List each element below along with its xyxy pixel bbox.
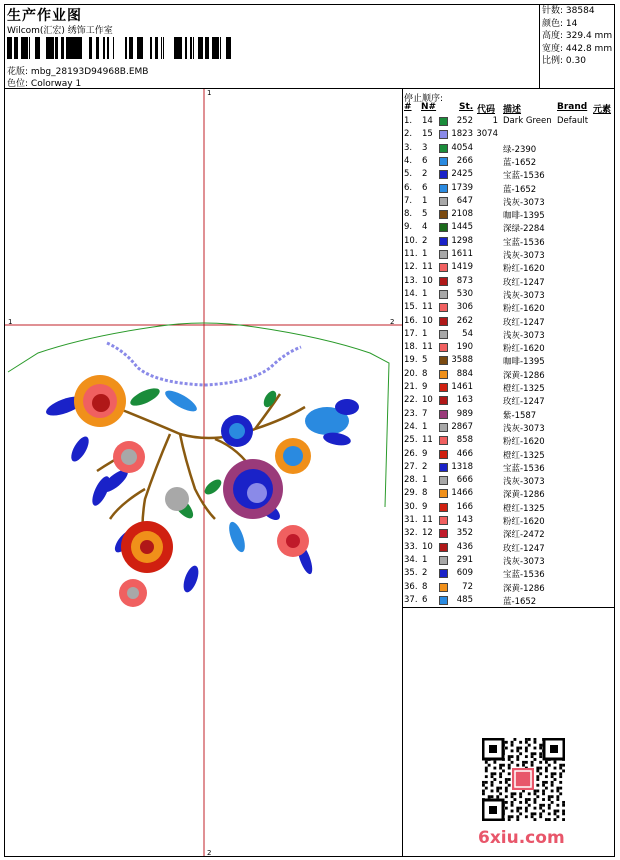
design-file-name: mbg_28193D94968B.EMB: [30, 67, 149, 77]
color-swatch: [439, 569, 448, 578]
color-swatch: [439, 317, 448, 326]
stitch-count: 1445: [451, 222, 473, 233]
color-swatch: [439, 263, 448, 272]
stop-index: 27.: [404, 461, 418, 472]
stop-index: 1.: [404, 116, 413, 126]
needle-number: 8: [422, 581, 428, 592]
needle-number: 4: [422, 222, 428, 233]
stitch-count: 4054: [451, 142, 473, 153]
thread-description: 深黄-1286: [503, 370, 545, 381]
needle-number: 1: [422, 195, 428, 206]
colorway-line: [7, 76, 81, 89]
stats-panel: [542, 5, 612, 68]
color-swatch: [439, 370, 448, 379]
color-swatch: [439, 423, 448, 432]
axis-marker-right: 2: [390, 318, 395, 326]
thread-description: 橙红-1325: [503, 503, 545, 514]
needle-number: 1: [422, 328, 428, 339]
qr-code: [482, 738, 565, 821]
axis-marker-bottom: 2: [207, 849, 212, 857]
stitch-count: 2867: [451, 421, 473, 432]
stitch-count: 1611: [451, 249, 473, 259]
thread-description: 橙红-1325: [503, 384, 545, 394]
stop-index: 28.: [404, 475, 418, 486]
thread-description: 浅灰-3073: [503, 290, 545, 301]
color-swatch: [439, 556, 448, 565]
stitch-count: 306: [456, 302, 473, 313]
company-name: Wilcom(汇宏) 绣饰工作室: [7, 26, 113, 36]
stop-index: 20.: [404, 368, 418, 379]
thread-description: 宝蓝-1536: [503, 237, 545, 248]
stop-index: 35.: [404, 568, 418, 579]
stitch-count: 1318: [451, 461, 473, 472]
axis-marker-top: 1: [207, 89, 212, 97]
thread-description: 粉红-1620: [503, 344, 545, 355]
color-swatch: [439, 476, 448, 485]
stitch-count: 989: [456, 408, 473, 419]
stop-index: 10.: [404, 235, 418, 246]
needle-number: 1: [422, 249, 428, 259]
stitch-count: 436: [456, 541, 473, 552]
stitch-count: 873: [456, 275, 473, 286]
thread-description: 宝蓝-1536: [503, 171, 545, 182]
axis-marker-left: 1: [8, 318, 13, 326]
color-swatch: [439, 157, 448, 166]
color-swatch: [439, 516, 448, 525]
needle-number: 11: [422, 302, 433, 313]
embroidery-design-preview: [5, 89, 402, 856]
stitch-count: 54: [462, 328, 473, 339]
stop-index: 24.: [404, 421, 418, 432]
needle-number: 1: [422, 288, 428, 299]
stitch-count: 1739: [451, 182, 473, 193]
needle-number: 6: [422, 182, 428, 193]
needle-number: 10: [422, 541, 433, 552]
col-element: 元素: [593, 105, 612, 115]
needle-number: 10: [422, 275, 433, 286]
stitch-count: 190: [456, 342, 473, 353]
stop-index: 33.: [404, 541, 418, 552]
thread-description: 深黄-1286: [503, 490, 545, 501]
stitch-count: 1823: [451, 129, 473, 140]
stop-index: 30.: [404, 501, 418, 512]
thread-description: 深绿-2284: [503, 224, 545, 235]
stitch-count: 647: [456, 195, 473, 206]
thread-description: 咖啡-1395: [503, 211, 545, 222]
thread-description: 玫红-1247: [503, 543, 545, 554]
stop-index: 16.: [404, 315, 418, 326]
thread-description: Dark Green: [503, 116, 552, 126]
col-index: #: [404, 102, 412, 112]
needle-number: 11: [422, 515, 433, 525]
needle-number: 6: [422, 155, 428, 166]
stat-height: 高度: 329.4 mm: [542, 31, 613, 42]
thread-description: 浅灰-3073: [503, 197, 545, 208]
thread-description: 粉红-1620: [503, 264, 545, 275]
col-stitches: St.: [459, 102, 474, 112]
colorway-name: Colorway 1: [30, 79, 82, 89]
needle-number: 3: [422, 142, 428, 153]
stop-index: 14.: [404, 288, 418, 299]
stop-index: 11.: [404, 249, 418, 259]
color-swatch: [439, 383, 448, 392]
needle-number: 9: [422, 501, 428, 512]
needle-number: 2: [422, 461, 428, 472]
color-swatch: [439, 583, 448, 592]
stop-index: 5.: [404, 169, 413, 180]
stop-index: 32.: [404, 528, 418, 539]
stitch-count: 666: [456, 475, 473, 486]
stitch-count: 166: [456, 501, 473, 512]
needle-number: 8: [422, 368, 428, 379]
needle-number: 2: [422, 235, 428, 246]
stop-index: 17.: [404, 328, 418, 339]
thread-description: 深黄-1286: [503, 583, 545, 594]
color-swatch: [439, 237, 448, 246]
stat-colors: 颜色: 14: [542, 18, 578, 29]
stop-index: 22.: [404, 395, 418, 406]
color-swatch: [439, 596, 448, 605]
color-swatch: [439, 250, 448, 259]
barcode: [7, 37, 235, 59]
stop-index: 13.: [404, 275, 418, 286]
thread-description: 蓝-1652: [503, 157, 537, 168]
thread-description: 绿-2390: [503, 144, 537, 155]
stitch-count: 352: [456, 528, 473, 539]
thread-description: 蓝-1652: [503, 184, 537, 195]
stitch-count: 530: [456, 288, 473, 299]
stitch-count: 266: [456, 155, 473, 166]
color-swatch: [439, 197, 448, 206]
stop-index: 9.: [404, 222, 413, 233]
stitch-count: 2108: [451, 209, 473, 220]
thread-description: 浅灰-3073: [503, 423, 545, 434]
stop-index: 12.: [404, 262, 418, 273]
thread-description: 粉红-1620: [503, 517, 545, 527]
needle-number: 1: [422, 421, 428, 432]
stat-scale: 比例: 0.30: [542, 56, 586, 67]
thread-description: 紫-1587: [503, 410, 537, 421]
needle-number: 15: [422, 129, 433, 140]
thread-description: 深红-2472: [503, 530, 545, 541]
needle-number: 1: [422, 475, 428, 486]
stop-index: 2.: [404, 129, 413, 140]
stop-index: 34.: [404, 554, 418, 565]
thread-code: 1: [492, 116, 498, 126]
needle-number: 5: [422, 209, 428, 220]
color-swatch: [439, 303, 448, 312]
page-title: 生产作业图: [7, 8, 82, 24]
stitch-count: 252: [456, 116, 473, 126]
stitch-count: 3588: [451, 355, 473, 366]
thread-description: 宝蓝-1536: [503, 463, 545, 474]
stitch-count: 291: [456, 554, 473, 565]
stitch-count: 485: [456, 594, 473, 605]
needle-number: 11: [422, 435, 433, 446]
stitch-count: 262: [456, 315, 473, 326]
stop-index: 4.: [404, 155, 413, 166]
thread-brand: Default: [557, 116, 589, 126]
stitch-count: 163: [456, 395, 473, 406]
stop-index: 29.: [404, 488, 418, 499]
needle-number: 2: [422, 568, 428, 579]
stop-index: 8.: [404, 209, 413, 220]
stop-index: 25.: [404, 435, 418, 446]
needle-number: 11: [422, 262, 433, 273]
thread-description: 浅灰-3073: [503, 556, 545, 567]
color-swatch: [439, 450, 448, 459]
color-swatch: [439, 396, 448, 405]
needle-number: 7: [422, 408, 428, 419]
stat-stitches: 针数: 38584: [542, 6, 595, 16]
colorway-label: 色位:: [7, 79, 29, 89]
color-swatch: [439, 144, 448, 153]
color-swatch: [439, 410, 448, 419]
needle-number: 14: [422, 116, 433, 126]
needle-number: 6: [422, 594, 428, 605]
color-swatch: [439, 543, 448, 552]
stitch-count: 1419: [451, 262, 473, 273]
thread-description: 橙红-1325: [503, 450, 545, 461]
stop-index: 3.: [404, 142, 413, 153]
needle-number: 10: [422, 395, 433, 406]
stitch-count: 609: [456, 568, 473, 579]
stop-index: 19.: [404, 355, 418, 366]
color-swatch: [439, 529, 448, 538]
thread-description: 粉红-1620: [503, 437, 545, 448]
needle-number: 12: [422, 528, 433, 539]
color-swatch: [439, 277, 448, 286]
stat-width: 宽度: 442.8 mm: [542, 43, 613, 54]
stop-index: 31.: [404, 515, 418, 525]
stitch-count: 1298: [451, 235, 473, 246]
needle-number: 11: [422, 342, 433, 353]
color-swatch: [439, 130, 448, 139]
col-description: 描述: [503, 105, 522, 115]
stop-index: 21.: [404, 382, 418, 392]
needle-number: 9: [422, 382, 428, 392]
needle-number: 2: [422, 169, 428, 180]
thread-description: 浅灰-3073: [503, 330, 545, 341]
stitch-count: 466: [456, 448, 473, 459]
stop-index: 23.: [404, 408, 418, 419]
thread-description: 宝蓝-1536: [503, 570, 545, 581]
thread-description: 玫红-1247: [503, 317, 545, 328]
stop-index: 26.: [404, 448, 418, 459]
thread-description: 咖啡-1395: [503, 357, 545, 368]
thread-description: 浅灰-3073: [503, 477, 545, 488]
stitch-count: 72: [462, 581, 473, 592]
thread-description: 浅灰-3073: [503, 251, 545, 261]
needle-number: 5: [422, 355, 428, 366]
color-swatch: [439, 343, 448, 352]
stop-index: 18.: [404, 342, 418, 353]
color-swatch: [439, 290, 448, 299]
thread-description: 玫红-1247: [503, 397, 545, 408]
thread-description: 玫红-1247: [503, 277, 545, 288]
stitch-count: 858: [456, 435, 473, 446]
thread-code: 3074: [476, 129, 498, 140]
color-swatch: [439, 436, 448, 445]
color-swatch: [439, 330, 448, 339]
color-swatch: [439, 489, 448, 498]
stitch-count: 1461: [451, 382, 473, 392]
stop-index: 6.: [404, 182, 413, 193]
col-code: 代码: [477, 105, 496, 115]
thread-description: 蓝-1652: [503, 596, 537, 607]
stitch-count: 884: [456, 368, 473, 379]
stop-sequence-title: 停止顺序:: [404, 94, 444, 104]
stitch-count: 1466: [451, 488, 473, 499]
color-swatch: [439, 503, 448, 512]
needle-number: 1: [422, 554, 428, 565]
watermark-logo: 6xiu.com: [478, 828, 565, 848]
color-swatch: [439, 117, 448, 126]
stitch-count: 143: [456, 515, 473, 525]
color-swatch: [439, 356, 448, 365]
color-swatch: [439, 463, 448, 472]
color-swatch: [439, 223, 448, 232]
col-brand: Brand: [557, 102, 588, 112]
needle-number: 8: [422, 488, 428, 499]
stats-divider: [539, 4, 540, 88]
color-swatch: [439, 170, 448, 179]
col-needle: N#: [421, 102, 437, 112]
color-swatch: [439, 210, 448, 219]
stitch-count: 2425: [451, 169, 473, 180]
stop-index: 36.: [404, 581, 418, 592]
color-swatch: [439, 184, 448, 193]
stop-index: 37.: [404, 594, 418, 605]
stop-index: 7.: [404, 195, 413, 206]
thread-description: 粉红-1620: [503, 304, 545, 315]
needle-number: 10: [422, 315, 433, 326]
needle-number: 9: [422, 448, 428, 459]
stop-index: 15.: [404, 302, 418, 313]
design-file-label: 花版:: [7, 67, 29, 77]
